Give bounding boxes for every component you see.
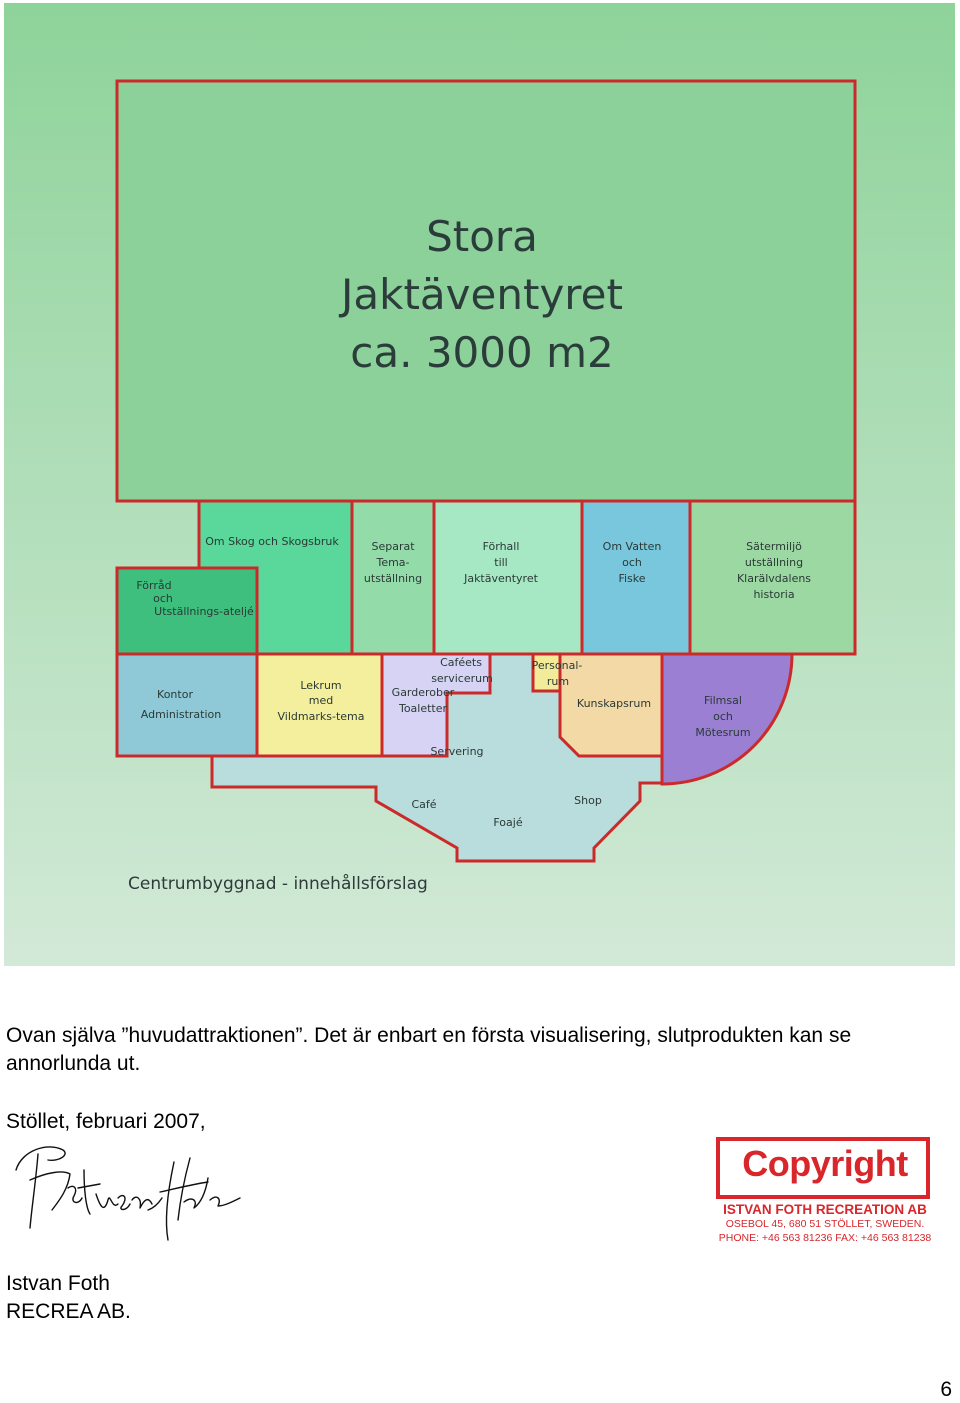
main-hall-name: Jaktäventyret	[341, 270, 623, 319]
label-forrad-3: Utställnings-ateljé	[154, 605, 254, 618]
signer-name: Istvan Foth	[6, 1272, 110, 1295]
label-personal-2: rum	[546, 675, 570, 688]
copyright-logo	[700, 1135, 950, 1247]
page-number: 6	[940, 1378, 952, 1401]
copyright-logo-address: OSEBOL 45, 680 51 STÖLLET, SWEDEN.	[725, 1218, 925, 1230]
plan-caption: Centrumbyggnad - innehållsförslag	[128, 874, 428, 894]
label-lekrum-3: Vildmarks-tema	[277, 710, 365, 723]
label-filmsal-2: och	[713, 710, 733, 723]
label-om-vatten-3: Fiske	[618, 572, 646, 585]
label-kontor-1: Kontor	[157, 688, 193, 701]
label-om-vatten-2: och	[622, 556, 642, 569]
label-om-vatten-1: Om Vatten	[602, 540, 662, 553]
label-forhall-1: Förhall	[482, 540, 520, 553]
label-servering: Servering	[430, 745, 484, 758]
label-cafeets-2: servicerum	[431, 672, 493, 685]
label-cafeets-1: Caféets	[440, 656, 482, 669]
label-satermiljo-4: historia	[753, 588, 795, 601]
label-satermiljo-2: utställning	[744, 556, 804, 569]
label-forrad-2: och	[153, 592, 173, 605]
label-lekrum-2: med	[308, 694, 334, 707]
label-foaje: Foajé	[493, 816, 523, 829]
label-filmsal-3: Mötesrum	[695, 726, 751, 739]
date-line: Stöllet, februari 2007,	[6, 1110, 206, 1133]
label-forhall-2: till	[494, 556, 508, 569]
copyright-logo-word: Copyright	[742, 1143, 908, 1184]
label-satermiljo-1: Sätermiljö	[746, 540, 802, 553]
label-personal-1: Personal-	[531, 659, 583, 672]
copyright-logo-phone: PHONE: +46 563 81236 FAX: +46 563 81238	[718, 1232, 932, 1244]
label-separat-1: Separat	[371, 540, 415, 553]
label-forhall-3: Jaktäventyret	[464, 572, 538, 585]
label-filmsal-1: Filmsal	[704, 694, 742, 707]
label-forrad-1: Förråd	[136, 579, 172, 592]
copyright-logo-company: ISTVAN FOTH RECREATION AB	[723, 1202, 927, 1217]
intro-paragraph: Ovan själva ”huvudattraktionen”. Det är enbart en första visualisering, slutprodukten kan se annorlunda ut.	[6, 1024, 852, 1075]
label-satermiljo-3: Klarälvdalens	[736, 572, 812, 585]
label-separat-3: utställning	[363, 572, 423, 585]
label-garderober-2: Toaletter	[398, 702, 448, 715]
label-shop: Shop	[574, 794, 602, 807]
label-kontor-2: Administration	[140, 708, 222, 721]
main-hall-title: Stora	[426, 212, 538, 261]
label-kunskapsrum: Kunskapsrum	[576, 697, 652, 710]
floor-plan-figure	[4, 3, 955, 966]
main-hall-area: ca. 3000 m2	[350, 328, 614, 377]
handwritten-signature	[8, 1140, 248, 1245]
label-lekrum-1: Lekrum	[300, 679, 342, 692]
label-cafe: Café	[411, 798, 437, 811]
company-name: RECREA AB.	[6, 1300, 131, 1323]
label-separat-2: Tema-	[376, 556, 410, 569]
label-garderober-1: Garderober	[391, 686, 455, 699]
room-kontor	[117, 654, 257, 756]
label-om-skog: Om Skog och Skogsbruk	[205, 535, 339, 548]
